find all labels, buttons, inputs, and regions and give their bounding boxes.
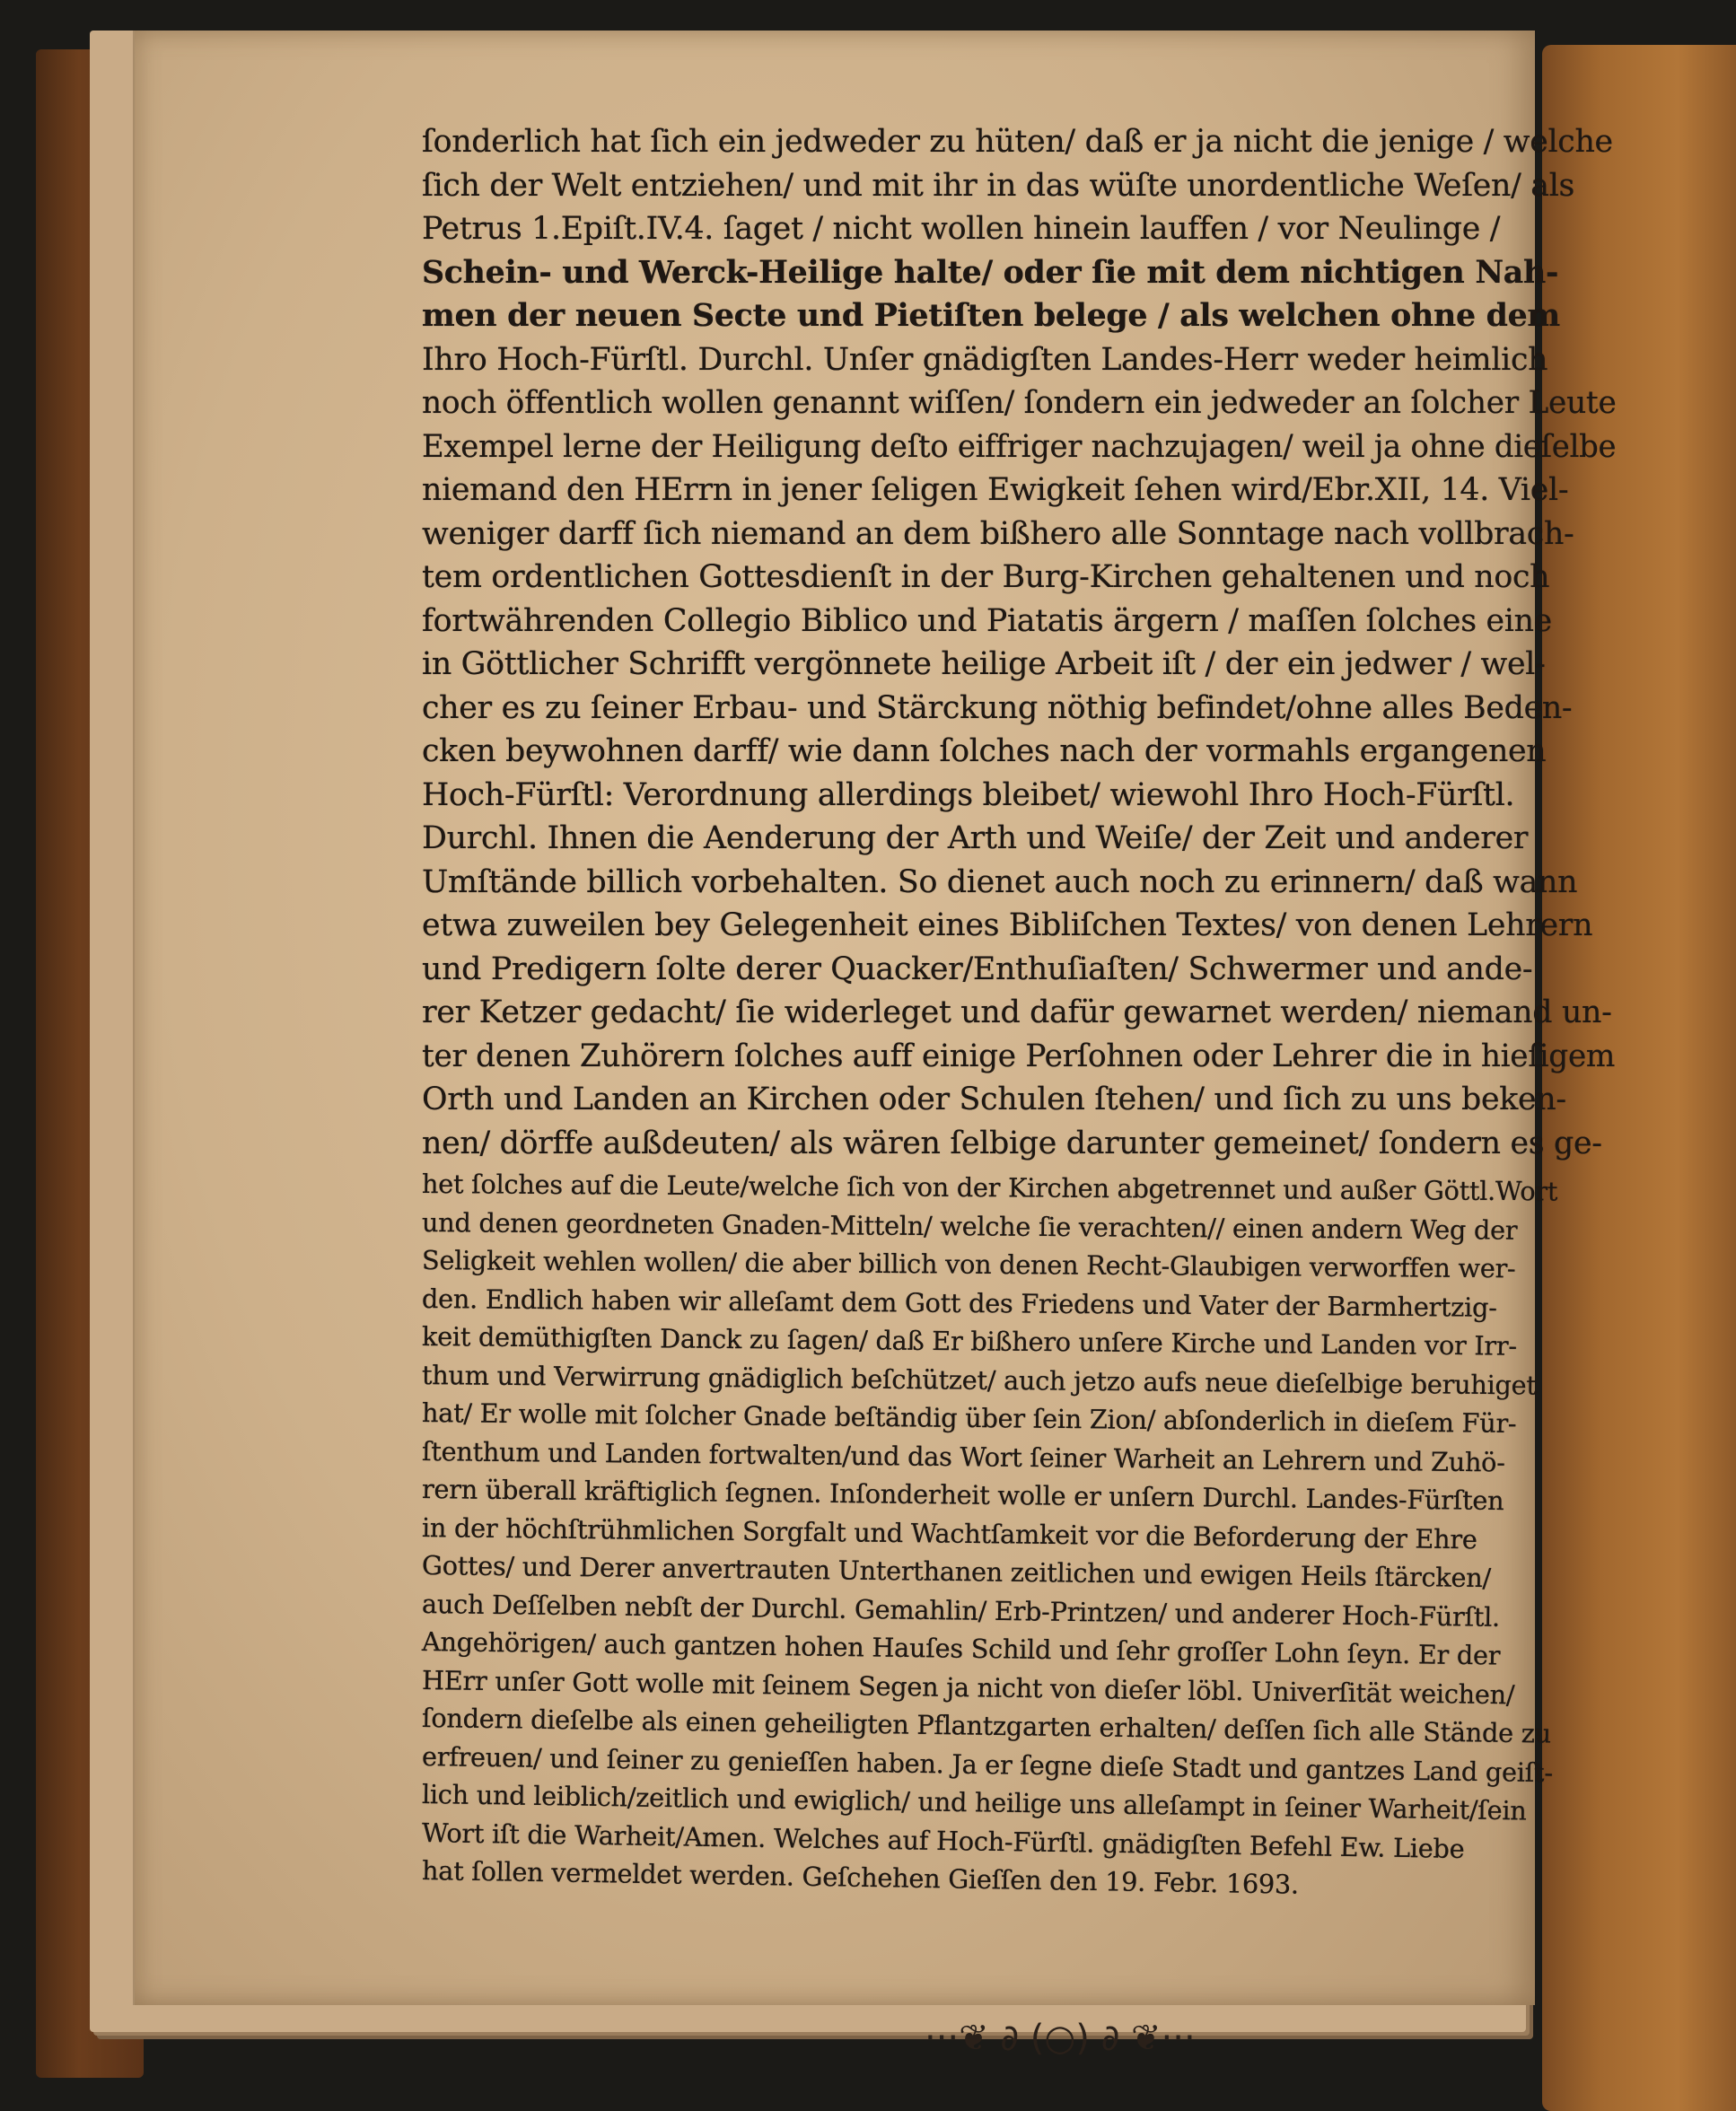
text-line: fortwährenden Collegio Biblico und Piatatis ärgern / maſſen ſolches eine [422,602,1552,639]
text-line: keit demüthigſten Danck zu ſagen/ daß Er bißhero unſere Kirche und Landen vor Irr- [421,1321,1517,1362]
text-line: Exempel lerne der Heiligung deſto eiffriger nachzujagen/ weil ja ohne dieſelbe [422,428,1617,465]
text-line: Hoch-Fürſtl: Verordnung allerdings bleibet/ wiewohl Ihro Hoch-Fürſtl. [422,776,1515,813]
text-line: nen/ dörffe außdeuten/ als wären ſelbige darunter gemeinet/ ſondern es ge- [422,1125,1602,1161]
text-line: HErr unſer Gott wolle mit ſeinem Segen ja nicht von dieſer löbl. Univerſität weichen/ [421,1664,1515,1710]
text-line: rer Ketzer gedacht/ ſie widerleget und dafür gewarnet werden/ niemand un- [422,994,1612,1030]
text-line: und Predigern ſolte derer Quacker/Enthuſiaſten/ Schwermer und ande- [422,950,1533,987]
text-line: rern überall kräftiglich ſegnen. Inſonderheit wolle er unſern Durchl. Landes-Fürſten [421,1474,1504,1517]
text-line: und denen geordneten Gnaden-Mitteln/ welche ſie verachten// einen andern Weg der [421,1206,1518,1246]
text-line: ſtenthum und Landen fortwalten/und das Wort ſeiner Warheit an Lehrern und Zuhö- [421,1435,1505,1477]
text-line: Durchl. Ihnen die Aenderung der Arth und Weiſe/ der Zeit und anderer [422,820,1529,856]
text-line: Umſtände billich vorbehalten. So dienet auch noch zu erinnern/ daß wann [422,863,1578,900]
text-line: ter denen Zuhörern ſolches auff einige Perſohnen oder Lehrer die in hieſigem [422,1038,1616,1074]
text-line: auch Deſſelben nebſt der Durchl. Gemahlin/ Erb-Printzen/ und anderer Hoch-Fürſtl. [421,1588,1501,1633]
text-line: den. Endlich haben wir alleſamt dem Gott des Friedens und Vater der Barmhertzig- [421,1283,1497,1323]
text-line: Ihro Hoch-Fürſtl. Durchl. Unſer gnädigſten Landes-Herr weder heimlich [422,341,1548,378]
text-line: hat/ Er wolle mit ſolcher Gnade beſtändig über ſein Zion/ abſonderlich in dieſem Für- [421,1397,1517,1439]
text-line: tem ordentlichen Gottesdienſt in der Burg-Kirchen gehaltenen und noch [422,559,1550,595]
text-line: erfreuen/ und ſeiner zu genieſſen haben. Ja er ſegne dieſe Stadt und gantzes Land geiſt- [421,1740,1554,1788]
text-line: men der neuen Secte und Pietiſten belege / als welchen ohne dem [422,297,1560,334]
text-line: Wort iſt die Warheit/Amen. Welches auf Hoch-Fürſtl. gnädigſten Befehl Ew. Liebe [421,1817,1465,1864]
text-line: thum und Verwirrung gnädiglich beſchützet/ auch jetzo aufs neue dieſelbige beruhiget [421,1359,1537,1400]
text-line: Gottes/ und Derer anvertrauten Unterthanen zeitlichen und ewigen Heils ſtärcken/ [421,1550,1492,1594]
text-line: in Göttlicher Schrifft vergönnete heilige Arbeit iſt / der ein jedwer / wel- [422,646,1546,682]
text-line: ſondern dieſelbe als einen geheiligten Pflantzgarten erhalten/ deſſen ſich alle Stände zu [421,1703,1552,1749]
text-line: het ſolches auf die Leute/welche ſich von der Kirchen abgetrennet und außer Göttl.Wort [421,1169,1558,1207]
book-page [133,31,1617,2059]
text-line: noch öffentlich wollen genannt wiſſen/ ſondern ein jedweder an ſolcher Leute [422,385,1617,421]
text-line: cher es zu ſeiner Erbau- und Stärckung nöthig befindet/ohne alles Beden- [422,689,1573,726]
text-line: Angehörigen/ auch gantzen hohen Hauſes Schild und ſehr groſſer Lohn ſeyn. Er der [421,1626,1501,1671]
text-line: ſonderlich hat ſich ein jedweder zu hüten/ daß er ja nicht die jenige / welche [422,124,1613,160]
text-line: Schein- und Werck-Heilige halte/ oder ſie mit dem nichtigen Nah- [422,253,1559,291]
text-line: Petrus 1.Epiſt.IV.4. ſaget / nicht wollen hinein lauffen / vor Neulinge / [422,211,1501,247]
text-line: cken beywohnen darff/ wie dann ſolches nach der vormahls ergangenen [422,733,1547,769]
text-line: weniger darff ſich niemand an dem bißhero alle Sonntage nach vollbrach- [422,515,1574,552]
text-line: Orth und Landen an Kirchen oder Schulen ſtehen/ und ſich zu uns beken- [422,1082,1566,1117]
text-line: ſich der Welt entziehen/ und mit ihr in das wüſte unordentliche Weſen/ als [422,167,1575,204]
text-line: etwa zuweilen bey Gelegenheit eines Bibliſchen Textes/ von denen Lehrern [422,907,1593,943]
tailpiece-ornament: ···❦ ∂ (○) ∂ ❦··· [925,2018,1196,2059]
text-line: lich und leiblich/zeitlich und ewiglich/ und heilige uns alleſampt in ſeiner Warheit/ſein [421,1779,1527,1826]
text-line: Seligkeit wehlen wollen/ die aber billich von denen Recht-Glaubigen verworffen wer- [421,1245,1516,1284]
text-line: hat ſollen vermeldet werden. Geſchehen Gieſſen den 19. Febr. 1693. [421,1855,1300,1900]
text-line: in der höchſtrühmlichen Sorgfalt und Wachtſamkeit vor die Beforderung der Ehre [421,1511,1477,1555]
text-line: niemand den HErrn in jener ſeligen Ewigkeit ſehen wird/Ebr.XII, 14. Viel- [422,472,1569,508]
page-text [421,120,1625,2059]
